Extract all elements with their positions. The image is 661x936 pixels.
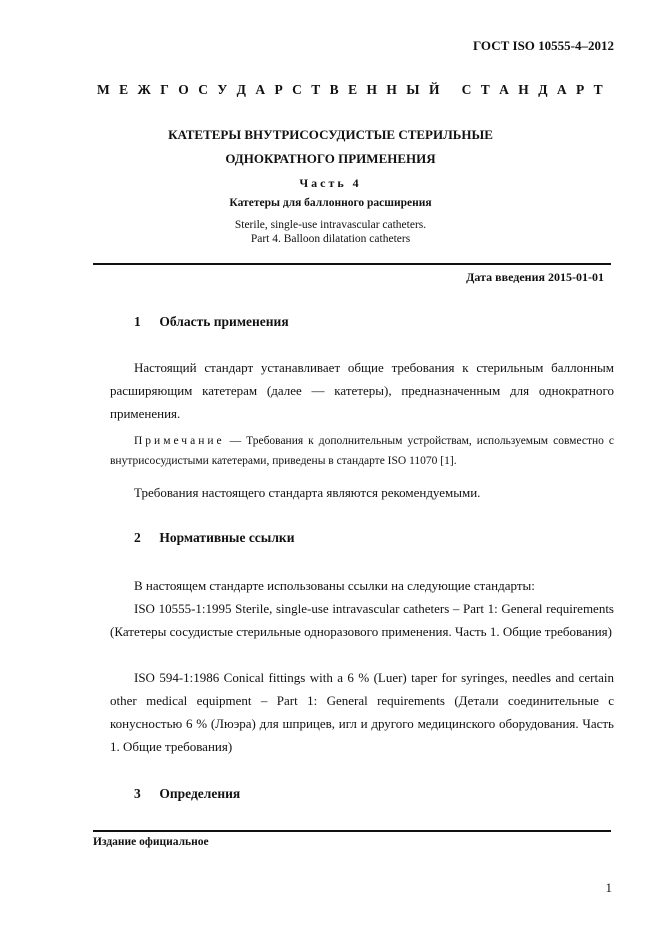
banner-letter: Е (348, 82, 358, 97)
note-text: — Требования к дополнительным устройствам, используемым совместно с внутрисосудистыми катетерами, приведены в стандарте ISO 11070 [1]. (110, 435, 614, 467)
banner-letter (449, 82, 452, 98)
banner-letter: Ы (406, 82, 420, 97)
effective-date: Дата введения 2015-01-01 (466, 270, 604, 284)
section-title: Нормативные ссылки (159, 530, 295, 545)
section-heading-scope (134, 314, 289, 330)
banner-letter: Д (236, 82, 246, 97)
section-number: 3 (134, 786, 141, 801)
bottom-divider (93, 830, 611, 832)
banner-letter: Т (480, 82, 490, 97)
section-heading-definitions (134, 786, 240, 802)
banner-letter: Т (593, 82, 603, 97)
banner-letter: М (97, 82, 110, 97)
subtitle: Катетеры для баллонного расширения (229, 197, 432, 209)
section-title: Область применения (159, 314, 289, 329)
section-heading-references (134, 530, 294, 546)
banner-letter: Н (386, 82, 397, 97)
references-intro: В настоящем стандарте использованы ссылки на следующие стандарты: (134, 578, 535, 593)
interstate-standard-banner (97, 82, 603, 98)
scope-paragraph: Настоящий стандарт устанавливает общие требования к стерильным баллонным расширяющим катетерам (далее — катетеры), предназначенным для однократного применения. (110, 360, 614, 421)
banner-letter: Р (274, 82, 283, 97)
banner-letter: Т (311, 82, 321, 97)
english-title-line-1: Sterile, single-use intravascular catheters. (234, 219, 427, 231)
top-divider (93, 263, 611, 265)
note (110, 431, 614, 471)
banner-letter: О (178, 82, 189, 97)
banner-letter: Р (576, 82, 585, 97)
english-title-line-2: Part 4. Balloon dilatation catheters (250, 233, 411, 245)
banner-letter: У (217, 82, 228, 97)
banner-letter: С (198, 82, 208, 97)
section-number: 2 (134, 530, 141, 545)
banner-letter: С (292, 82, 302, 97)
page-number: 1 (605, 880, 612, 895)
section-title: Определения (159, 786, 241, 801)
banner-letter: А (499, 82, 509, 97)
part-label: Часть 4 (299, 176, 362, 190)
note-label: Примечание (134, 435, 225, 447)
banner-letter: А (556, 82, 567, 97)
reference-iso-10555-1: ISO 10555-1:1995 Sterile, single-use intravascular catheters – Part 1: General requirements (Катетеры сосудистые стерильные одноразового применения. Часть 1. Общие требования) (110, 601, 614, 639)
banner-letter: Е (119, 82, 129, 97)
banner-letter: Д (538, 82, 548, 97)
banner-letter: Й (428, 82, 440, 97)
scope-paragraph-2: Требования настоящего стандарта являются рекомендуемыми. (134, 485, 481, 500)
banner-letter: Н (518, 82, 529, 97)
banner-letter: Н (366, 82, 377, 97)
section-number: 1 (134, 314, 141, 329)
title-line-1: КАТЕТЕРЫ ВНУТРИСОСУДИСТЫЕ СТЕРИЛЬНЫЕ (168, 127, 493, 142)
banner-letter: А (255, 82, 266, 97)
title-line-2: ОДНОКРАТНОГО ПРИМЕНЕНИЯ (225, 151, 436, 166)
banner-letter: С (461, 82, 472, 97)
banner-letter: Ж (137, 82, 151, 97)
official-edition-label: Издание официальное (93, 836, 209, 848)
banner-letter: В (329, 82, 339, 97)
reference-iso-594-1: ISO 594-1:1986 Conical fittings with a 6 % (Luer) taper for syringes, needles and certain other medical equipment – Part 1: General requirements (Детали соединительные с конусностью 6 % (Люэра) для шприцев, игл и другого медицинского оборудования. Часть 1. Общие требования) (110, 670, 614, 754)
document-id: ГОСТ ISO 10555-4–2012 (472, 38, 614, 53)
banner-letter: Г (160, 82, 169, 97)
